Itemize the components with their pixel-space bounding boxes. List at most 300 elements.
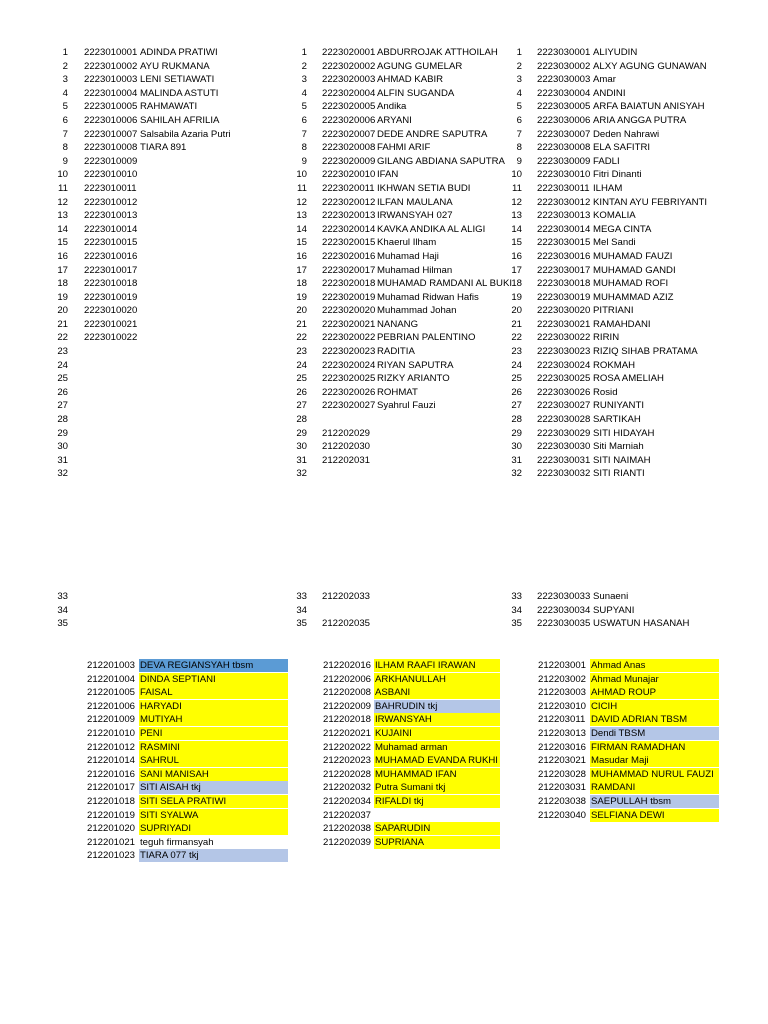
student-name: SARTIKAH bbox=[593, 414, 641, 426]
student-name: Deden Nahrawi bbox=[593, 128, 660, 140]
student-id: 212202022 bbox=[323, 741, 372, 753]
row-number: 9 bbox=[516, 155, 522, 167]
student-id: 2223020026 bbox=[322, 386, 376, 398]
student-name: HARYADI bbox=[140, 700, 182, 712]
student-name-cell bbox=[590, 686, 719, 699]
student-name: MUHAMMAD AZIZ bbox=[593, 291, 674, 303]
student-id: 2223010007 bbox=[84, 128, 138, 140]
student-id: 212202033 bbox=[322, 591, 371, 602]
student-name-cell bbox=[374, 822, 500, 835]
row-number: 27 bbox=[511, 400, 522, 412]
student-id: 2223010014 bbox=[84, 223, 138, 235]
student-id: 212203013 bbox=[538, 727, 587, 739]
student-id: 212202039 bbox=[323, 836, 372, 848]
student-name: IRWANSYAH 027 bbox=[377, 210, 453, 222]
student-name: GILANG ABDIANA SAPUTRA bbox=[377, 155, 505, 167]
student-id: 212203038 bbox=[538, 795, 587, 807]
row-number: 7 bbox=[301, 128, 307, 140]
table-row bbox=[0, 128, 768, 142]
student-name: MUHAMAD RAMDANI AL BUKI bbox=[377, 278, 513, 290]
table-row bbox=[0, 60, 768, 74]
student-id: 2223020027 bbox=[322, 400, 376, 412]
table-row bbox=[0, 100, 768, 114]
row-number: 4 bbox=[301, 87, 307, 99]
student-id: 2223020011 bbox=[322, 182, 375, 194]
student-id: 2223020020 bbox=[322, 305, 376, 317]
student-name: ROKMAH bbox=[593, 359, 636, 371]
student-id: 212202035 bbox=[322, 618, 371, 630]
row-number: 26 bbox=[511, 386, 522, 398]
student-name: RIFALDI tkj bbox=[375, 795, 424, 807]
row-number: 22 bbox=[57, 332, 68, 344]
row-number: 2 bbox=[516, 60, 522, 72]
student-id: 212201006 bbox=[87, 700, 136, 712]
table-row bbox=[0, 168, 768, 182]
row-number: 3 bbox=[301, 74, 307, 86]
table-row bbox=[0, 822, 768, 836]
student-id: 2223010015 bbox=[84, 237, 138, 249]
row-number: 10 bbox=[296, 169, 307, 181]
student-name: SITI HIDAYAH bbox=[593, 427, 655, 439]
row-number: 17 bbox=[296, 264, 307, 276]
student-id: 2223030030 bbox=[537, 441, 591, 453]
table-row bbox=[0, 386, 768, 400]
student-name: BAHRUDIN tkj bbox=[375, 700, 438, 712]
student-name: MUHAMAD GANDI bbox=[593, 264, 676, 276]
student-name: Sunaeni bbox=[593, 591, 629, 602]
student-name: FIRMAN RAMADHAN bbox=[591, 741, 686, 753]
row-number: 5 bbox=[516, 101, 522, 113]
student-name: ARFA BAIATUN ANISYAH bbox=[593, 101, 705, 113]
student-id: 2223030014 bbox=[537, 223, 591, 235]
student-id: 2223020010 bbox=[322, 169, 376, 181]
table-row bbox=[0, 741, 768, 755]
student-id: 2223020024 bbox=[322, 359, 376, 371]
student-name: AHMAD KABIR bbox=[377, 74, 444, 86]
student-id: 212203031 bbox=[538, 782, 587, 794]
student-id: 2223020007 bbox=[322, 128, 376, 140]
row-number: 15 bbox=[57, 237, 68, 249]
student-name-cell bbox=[590, 700, 719, 713]
row-number: 23 bbox=[57, 346, 68, 358]
student-id: 2223030010 bbox=[537, 169, 591, 181]
student-name: SUPRIANA bbox=[375, 836, 425, 848]
student-name: SAPARUDIN bbox=[375, 823, 431, 835]
student-id: 2223030021 bbox=[537, 318, 591, 330]
student-id: 212201018 bbox=[87, 795, 136, 807]
row-number: 25 bbox=[511, 373, 522, 385]
student-id: 2223010022 bbox=[84, 332, 138, 344]
student-name: DEDE ANDRE SAPUTRA bbox=[377, 128, 488, 140]
student-name: SUPYANI bbox=[593, 604, 635, 616]
student-id: 212202034 bbox=[323, 795, 372, 807]
student-name: RIZIQ SIHAB PRATAMA bbox=[593, 346, 698, 358]
row-number: 25 bbox=[296, 373, 307, 385]
student-name: Amar bbox=[593, 74, 616, 86]
student-name: SITI RIANTI bbox=[593, 468, 645, 480]
table-row bbox=[0, 304, 768, 318]
table-row bbox=[0, 399, 768, 413]
row-number: 22 bbox=[296, 332, 307, 344]
student-id: 2223030006 bbox=[537, 114, 591, 126]
student-name: CICIH bbox=[591, 700, 618, 712]
student-name: AGUNG GUMELAR bbox=[377, 60, 463, 72]
table-row bbox=[0, 413, 768, 427]
student-name: Syahrul Fauzi bbox=[377, 400, 436, 412]
student-name: DINDA SEPTIANI bbox=[140, 673, 216, 685]
table-row bbox=[0, 617, 768, 631]
student-name: RAHMAWATI bbox=[140, 101, 198, 113]
student-name: RAMDANI bbox=[591, 782, 636, 794]
table-row bbox=[0, 427, 768, 441]
student-id: 2223010013 bbox=[84, 210, 138, 222]
student-id: 2223030035 bbox=[537, 618, 591, 630]
row-number: 14 bbox=[511, 223, 522, 235]
student-id: 2223010018 bbox=[84, 278, 138, 290]
student-id: 2223030033 bbox=[537, 591, 591, 602]
student-id: 2223030019 bbox=[537, 291, 591, 303]
student-id: 2223010004 bbox=[84, 87, 138, 99]
student-name: Muhammad Johan bbox=[377, 305, 457, 317]
student-name: LENI SETIAWATI bbox=[140, 74, 215, 86]
row-number: 1 bbox=[62, 47, 68, 58]
student-name-cell bbox=[590, 713, 719, 726]
row-number: 22 bbox=[511, 332, 522, 344]
student-name: Muhamad Haji bbox=[377, 250, 439, 262]
top-table-3 bbox=[0, 46, 768, 481]
row-number: 32 bbox=[296, 468, 307, 480]
row-number: 2 bbox=[62, 60, 68, 72]
student-id: 2223010008 bbox=[84, 142, 138, 154]
row-number: 33 bbox=[296, 591, 307, 602]
student-id: 2223030034 bbox=[537, 604, 591, 616]
student-id: 2223020009 bbox=[322, 155, 376, 167]
student-id: 2223020001 bbox=[322, 47, 376, 58]
table-row bbox=[0, 686, 768, 700]
table-row bbox=[0, 141, 768, 155]
student-name: Ahmad Munajar bbox=[591, 673, 659, 685]
row-number: 33 bbox=[511, 591, 522, 602]
row-number: 8 bbox=[516, 142, 522, 154]
student-id: 2223010003 bbox=[84, 74, 138, 86]
table-row bbox=[0, 114, 768, 128]
student-name: DEVA REGIANSYAH tbsm bbox=[140, 660, 254, 671]
student-id: 2223030013 bbox=[537, 210, 591, 222]
student-name-cell bbox=[139, 849, 288, 862]
table-row bbox=[0, 768, 768, 782]
student-id: 212201009 bbox=[87, 714, 136, 726]
row-number: 27 bbox=[296, 400, 307, 412]
row-number: 17 bbox=[511, 264, 522, 276]
student-id: 212202023 bbox=[323, 755, 372, 767]
student-id: 212202030 bbox=[322, 441, 371, 453]
student-name: ADINDA PRATIWI bbox=[140, 47, 218, 58]
row-number: 5 bbox=[62, 101, 68, 113]
student-name: PENI bbox=[140, 727, 163, 739]
student-name: RUNIYANTI bbox=[593, 400, 644, 412]
student-id: 2223020018 bbox=[322, 278, 376, 290]
row-number: 11 bbox=[512, 182, 522, 194]
table-row bbox=[0, 46, 768, 60]
table-row bbox=[0, 209, 768, 223]
row-number: 28 bbox=[296, 414, 307, 426]
student-name: Khaerul Ilham bbox=[377, 237, 437, 249]
student-id: 212202006 bbox=[323, 673, 372, 685]
student-name: IKHWAN SETIA BUDI bbox=[377, 182, 471, 194]
student-name: RASMINI bbox=[140, 741, 180, 753]
student-name: AHMAD ROUP bbox=[591, 687, 657, 699]
row-number: 23 bbox=[511, 346, 522, 358]
student-name: ALXY AGUNG GUNAWAN bbox=[593, 60, 707, 72]
row-number: 6 bbox=[516, 114, 522, 126]
student-id: 2223010016 bbox=[84, 250, 138, 262]
student-id: 212202031 bbox=[322, 454, 371, 466]
row-number: 4 bbox=[62, 87, 68, 99]
student-id: 2223030026 bbox=[537, 386, 591, 398]
row-number: 9 bbox=[62, 155, 68, 167]
student-name-cell bbox=[590, 809, 719, 822]
row-number: 14 bbox=[57, 223, 68, 235]
row-number: 14 bbox=[296, 223, 307, 235]
student-id: 212201019 bbox=[87, 809, 136, 821]
student-name: ANDINI bbox=[593, 87, 626, 99]
student-id: 2223030024 bbox=[537, 359, 591, 371]
row-number: 12 bbox=[57, 196, 68, 208]
student-id: 212203040 bbox=[538, 809, 587, 821]
row-number: 26 bbox=[57, 386, 68, 398]
student-name: SUPRIYADI bbox=[140, 823, 191, 835]
table-row bbox=[0, 781, 768, 795]
student-id: 212202008 bbox=[323, 687, 372, 699]
student-id: 2223020002 bbox=[322, 60, 376, 72]
student-id: 2223010005 bbox=[84, 101, 138, 113]
student-name: MUHAMAD ROFI bbox=[593, 278, 669, 290]
student-name: SAHRUL bbox=[140, 755, 179, 767]
row-number: 7 bbox=[62, 128, 68, 140]
row-number: 4 bbox=[516, 87, 522, 99]
student-name: RIRIN bbox=[593, 332, 620, 344]
student-name: NANANG bbox=[377, 318, 419, 330]
row-number: 10 bbox=[511, 169, 522, 181]
row-number: 24 bbox=[296, 359, 307, 371]
student-id: 2223020023 bbox=[322, 346, 376, 358]
student-id: 2223010006 bbox=[84, 114, 138, 126]
student-id: 212203011 bbox=[538, 714, 586, 726]
student-name: Siti Marniah bbox=[593, 441, 644, 453]
table-row bbox=[0, 291, 768, 305]
row-number: 3 bbox=[62, 74, 68, 86]
row-number: 18 bbox=[57, 278, 68, 290]
student-name: MUHAMMAD NURUL FAUZI bbox=[591, 768, 714, 780]
row-number: 1 bbox=[516, 47, 522, 58]
row-number: 30 bbox=[57, 441, 68, 453]
student-name: Dendi TBSM bbox=[591, 727, 646, 739]
table-row bbox=[0, 318, 768, 332]
table-row bbox=[0, 467, 768, 481]
row-number: 28 bbox=[57, 414, 68, 426]
table-row bbox=[0, 713, 768, 727]
table-row bbox=[0, 440, 768, 454]
student-id: 2223010020 bbox=[84, 305, 138, 317]
student-name: SAEPULLAH tbsm bbox=[591, 795, 671, 807]
student-name: Putra Sumani tkj bbox=[375, 782, 446, 794]
student-name-cell bbox=[590, 768, 719, 781]
student-name: KOMALIA bbox=[593, 210, 636, 222]
row-number: 15 bbox=[511, 237, 522, 249]
student-id: 212203001 bbox=[538, 660, 587, 671]
student-id: 212203003 bbox=[538, 687, 587, 699]
row-number: 11 bbox=[297, 182, 307, 194]
row-number: 21 bbox=[57, 318, 68, 330]
student-name: ILFAN MAULANA bbox=[377, 196, 453, 208]
row-number: 13 bbox=[511, 210, 522, 222]
student-name-cell bbox=[590, 795, 719, 808]
row-number: 19 bbox=[511, 291, 522, 303]
student-name: Muhamad Hilman bbox=[377, 264, 453, 276]
student-id: 212201004 bbox=[87, 673, 136, 685]
student-id: 2223020014 bbox=[322, 223, 376, 235]
student-name: MUHAMAD FAUZI bbox=[593, 250, 673, 262]
row-number: 28 bbox=[511, 414, 522, 426]
student-name: KUJAINI bbox=[375, 727, 412, 739]
student-name: ALFIN SUGANDA bbox=[377, 87, 455, 99]
student-id: 2223030029 bbox=[537, 427, 591, 439]
student-id: 212202038 bbox=[323, 823, 372, 835]
table-row bbox=[0, 754, 768, 768]
table-row bbox=[0, 795, 768, 809]
student-name: RIYAN SAPUTRA bbox=[377, 359, 454, 371]
row-number: 21 bbox=[296, 318, 307, 330]
student-name: KAVKA ANDIKA AL ALIGI bbox=[377, 223, 486, 235]
student-name: RADITIA bbox=[377, 346, 415, 358]
student-name: SANI MANISAH bbox=[140, 768, 209, 780]
mid-table-3 bbox=[0, 590, 768, 631]
table-row bbox=[0, 809, 768, 823]
row-number: 3 bbox=[516, 74, 522, 86]
student-name: SELFIANA DEWI bbox=[591, 809, 665, 821]
student-name-cell bbox=[590, 781, 719, 794]
student-id: 2223030011 bbox=[537, 182, 590, 194]
table-row bbox=[0, 673, 768, 687]
student-id: 212203016 bbox=[538, 741, 587, 753]
student-id: 2223020013 bbox=[322, 210, 376, 222]
student-name: Mel Sandi bbox=[593, 237, 636, 249]
student-id: 2223020016 bbox=[322, 250, 376, 262]
table-row bbox=[0, 73, 768, 87]
row-number: 29 bbox=[296, 427, 307, 439]
student-id: 2223010012 bbox=[84, 196, 138, 208]
student-name: Fitri Dinanti bbox=[593, 169, 642, 181]
row-number: 30 bbox=[511, 441, 522, 453]
student-id: 2223020012 bbox=[322, 196, 376, 208]
student-id: 2223030020 bbox=[537, 305, 591, 317]
student-name: Muhamad Ridwan Hafis bbox=[377, 291, 479, 303]
row-number: 11 bbox=[58, 182, 68, 194]
student-id: 2223030022 bbox=[537, 332, 591, 344]
student-id: 212201014 bbox=[87, 755, 136, 767]
row-number: 20 bbox=[511, 305, 522, 317]
student-id: 2223030017 bbox=[537, 264, 591, 276]
student-id: 212202032 bbox=[323, 782, 372, 794]
row-number: 12 bbox=[296, 196, 307, 208]
table-row bbox=[0, 345, 768, 359]
student-id: 212202028 bbox=[323, 768, 372, 780]
student-id: 2223010011 bbox=[84, 182, 137, 194]
student-name: KINTAN AYU FEBRIYANTI bbox=[593, 196, 708, 208]
row-number: 17 bbox=[57, 264, 68, 276]
student-id: 2223030023 bbox=[537, 346, 591, 358]
table-row bbox=[0, 196, 768, 210]
student-name: MEGA CINTA bbox=[593, 223, 652, 235]
student-id: 2223020015 bbox=[322, 237, 376, 249]
student-name-cell bbox=[374, 836, 500, 849]
table-row bbox=[0, 849, 768, 863]
student-name-cell bbox=[590, 754, 719, 767]
student-id: 2223030001 bbox=[537, 47, 591, 58]
table-row bbox=[0, 727, 768, 741]
student-id: 2223030015 bbox=[537, 237, 591, 249]
row-number: 34 bbox=[511, 604, 522, 616]
row-number: 15 bbox=[296, 237, 307, 249]
row-number: 1 bbox=[301, 47, 307, 58]
student-id: 212201012 bbox=[87, 741, 136, 753]
student-id: 212201021 bbox=[87, 836, 136, 848]
student-name: ALIYUDIN bbox=[593, 47, 638, 58]
student-name: FAHMI ARIF bbox=[377, 142, 431, 154]
student-name: ASBANI bbox=[375, 687, 411, 699]
table-row bbox=[0, 250, 768, 264]
row-number: 12 bbox=[511, 196, 522, 208]
student-id: 2223030025 bbox=[537, 373, 591, 385]
row-number: 8 bbox=[301, 142, 307, 154]
student-id: 2223010009 bbox=[84, 155, 138, 167]
student-id: 212201023 bbox=[87, 850, 136, 862]
row-number: 2 bbox=[301, 60, 307, 72]
row-number: 35 bbox=[296, 618, 307, 630]
row-number: 5 bbox=[301, 101, 307, 113]
row-number: 26 bbox=[296, 386, 307, 398]
student-id: 212201016 bbox=[87, 768, 136, 780]
table-row bbox=[0, 836, 768, 850]
student-name: Ahmad Anas bbox=[591, 660, 646, 671]
row-number: 19 bbox=[296, 291, 307, 303]
table-row bbox=[0, 223, 768, 237]
row-number: 18 bbox=[296, 278, 307, 290]
student-id: 2223020006 bbox=[322, 114, 376, 126]
row-number: 9 bbox=[301, 155, 307, 167]
student-name-cell bbox=[590, 659, 719, 672]
student-id: 2223010001 bbox=[84, 47, 138, 58]
row-number: 35 bbox=[57, 618, 68, 630]
student-name: ILHAM RAAFI IRAWAN bbox=[375, 660, 476, 671]
student-name: FAISAL bbox=[140, 687, 173, 699]
row-number: 31 bbox=[57, 454, 68, 466]
table-row bbox=[0, 87, 768, 101]
student-name: teguh firmansyah bbox=[140, 836, 214, 848]
student-id: 2223020021 bbox=[322, 318, 376, 330]
student-name: SITI SYALWA bbox=[140, 809, 199, 821]
row-number: 20 bbox=[57, 305, 68, 317]
student-id: 212203028 bbox=[538, 768, 587, 780]
student-id: 212202009 bbox=[323, 700, 372, 712]
student-id: 2223010021 bbox=[84, 318, 138, 330]
student-name: SAHILAH AFRILIA bbox=[140, 114, 220, 126]
row-number: 6 bbox=[62, 114, 68, 126]
table-row bbox=[0, 590, 768, 604]
student-id: 2223030018 bbox=[537, 278, 591, 290]
row-number: 27 bbox=[57, 400, 68, 412]
table-row bbox=[0, 331, 768, 345]
